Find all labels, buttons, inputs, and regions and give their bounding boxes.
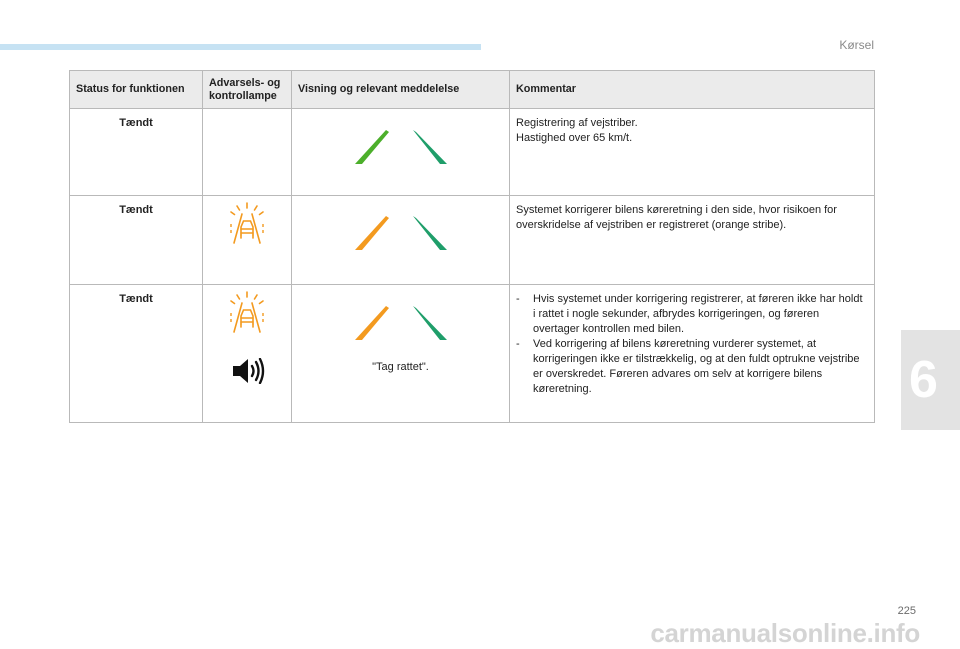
lane-keeping-warning-icon [228,291,266,333]
display-cell [292,285,510,423]
column-header-comment: Kommentar [510,71,875,109]
lamp-cell [203,285,292,423]
comment-cell [510,109,875,196]
green-lane-lines-icon [353,130,449,166]
chapter-title: Kørsel [839,38,874,52]
table-row [70,109,875,196]
table-row [70,196,875,285]
display-cell [292,109,510,196]
lamp-cell [203,196,292,285]
watermark: carmanualsonline.info [650,618,920,648]
orange-left-lane-line-icon [353,306,449,342]
function-status-table [69,70,875,423]
comment-bullet-list [516,292,868,397]
table-row [70,285,875,423]
page-number: 225 [897,605,916,617]
column-header-status: Status for funktionen [70,71,203,109]
list-item: - Ved korrigering af bilens køreretning vurderer systemet, at korrigeringen ikke er tilstrækkelig, og at den fuldt optrukne vejstribe er overskredet. Føreren advares om selv at korrigere bilens køreretning. [516,337,868,397]
comment-cell [510,285,875,423]
list-item: - Hvis systemet under korrigering registrerer, at føreren ikke har holdt i rattet i nogle sekunder, afbrydes korrigeringen, og føreren overtager kontrollen med bilen. [516,292,868,337]
comment-line: Hastighed over 65 km/t. [516,132,633,144]
comment-cell [510,196,875,285]
column-header-display: Visning og relevant meddelelse [292,71,510,109]
status-cell: Tændt [70,109,203,196]
speaker-icon [231,358,265,384]
chapter-number: 6 [909,351,938,409]
status-cell: Tændt [70,196,203,285]
display-cell [292,196,510,285]
status-cell: Tændt [70,285,203,423]
comment-line: Systemet korrigerer bilens køreretning i den side, hvor risikoen for overskridelse af vejstriben er registreret (orange stribe). [516,204,837,231]
display-message: "Tag rattet". [372,361,429,373]
orange-left-lane-line-icon [353,216,449,252]
lane-keeping-warning-icon [228,202,266,244]
comment-line: Registrering af vejstriber. [516,117,638,129]
chapter-tab [901,330,960,430]
header-accent-bar [0,44,481,50]
column-header-lamp: Advarsels- og kontrollampe [203,71,292,109]
table-header-row [70,71,875,109]
lamp-cell [203,109,292,196]
